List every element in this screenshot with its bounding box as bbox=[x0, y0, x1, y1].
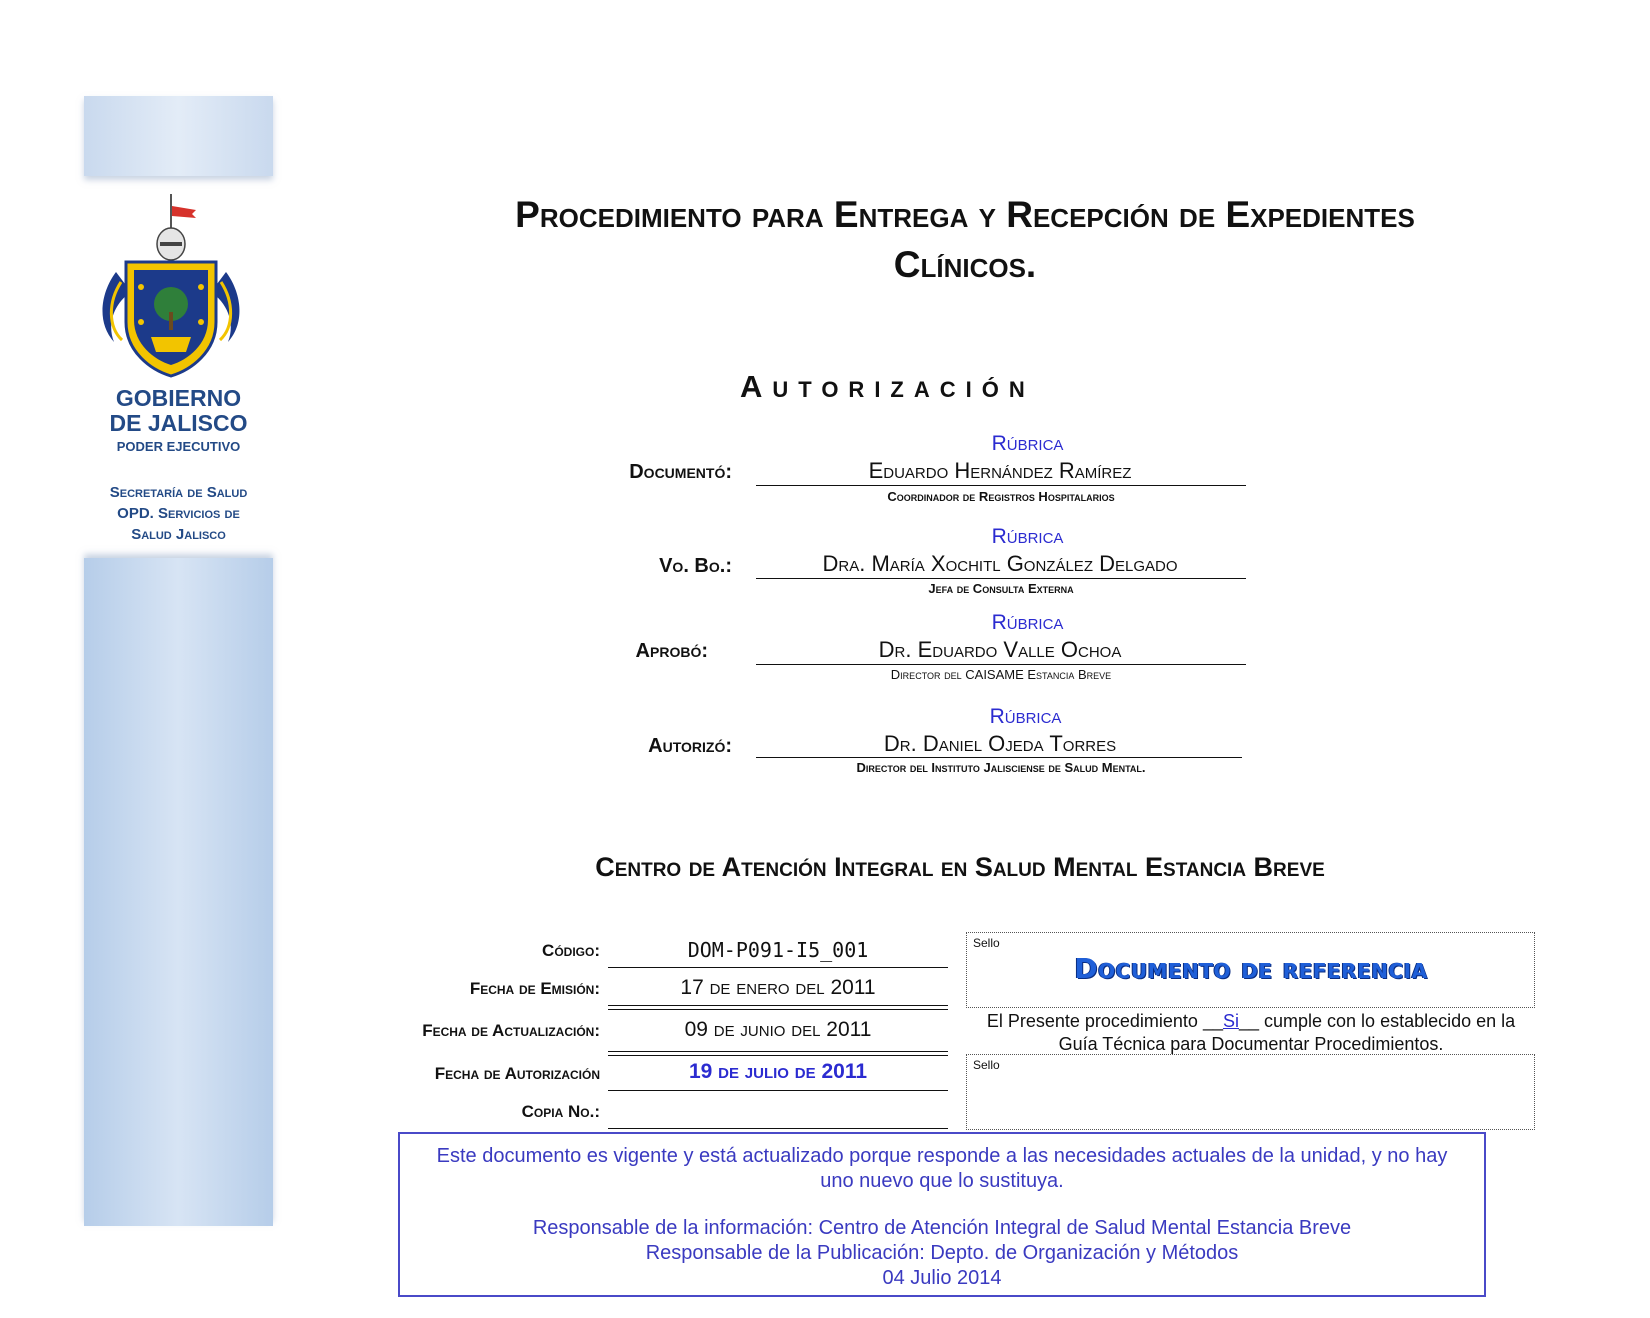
sig-name-vobo: Dra. María Xochitl González Delgado bbox=[822, 551, 1178, 576]
guide-text-pre: El Presente procedimiento __ bbox=[986, 1011, 1223, 1031]
guide-text-si: Si bbox=[1222, 1011, 1239, 1031]
emision-line bbox=[608, 1005, 948, 1006]
notice-line3: Responsable de la Publicación: Depto. de Organización y Métodos bbox=[645, 1242, 1239, 1264]
sig-line-autorizo bbox=[756, 757, 1242, 758]
codigo-label: Código: bbox=[542, 941, 600, 960]
sig-rubrica-vobo: Rúbrica bbox=[991, 525, 1064, 548]
government-name-line1: GOBIERNO bbox=[115, 385, 242, 411]
sig-rubrica-documento: Rúbrica bbox=[991, 432, 1064, 455]
document-title-line1: Procedimiento para Entrega y Recepción de Expedientes bbox=[515, 194, 1415, 235]
sidebar-bottom-panel bbox=[84, 558, 273, 1226]
secretariat-line1: Secretaría de Salud bbox=[109, 484, 248, 501]
sig-label-autorizo: Autorizó: bbox=[648, 735, 732, 757]
sig-name-aprobo: Dr. Eduardo Valle Ochoa bbox=[878, 637, 1122, 662]
stamp-label-2: Sello bbox=[973, 1058, 1000, 1072]
sig-label-vobo: Vo. Bo.: bbox=[659, 555, 732, 577]
autorizacion-label: Fecha de Autorización bbox=[434, 1064, 600, 1083]
emision-line-2 bbox=[608, 1009, 948, 1010]
government-name-line2: DE JALISCO bbox=[109, 410, 248, 436]
emision-label: Fecha de Emisión: bbox=[469, 979, 600, 998]
sig-label-documento: Documentó: bbox=[629, 461, 732, 483]
sig-role-aprobo: Director del CAISAME Estancia Breve bbox=[890, 667, 1112, 682]
actualizacion-line bbox=[608, 1051, 948, 1052]
secretariat-line3: Salud Jalisco bbox=[131, 526, 226, 543]
actualizacion-line-2 bbox=[608, 1055, 948, 1056]
actualizacion-value: 09 de junio del 2011 bbox=[684, 1018, 872, 1041]
copia-label: Copia No.: bbox=[521, 1102, 600, 1121]
sidebar-top-panel bbox=[84, 96, 273, 176]
center-name: Centro de Atención Integral en Salud Mental Estancia Breve bbox=[595, 852, 1325, 882]
sig-rubrica-aprobo: Rúbrica bbox=[991, 611, 1064, 634]
validity-notice bbox=[398, 1132, 1486, 1297]
document-title-line2: Clínicos. bbox=[893, 244, 1037, 285]
secretariat-text bbox=[84, 482, 273, 545]
guide-text-post: __ cumple con lo establecido en la Guía Técnica para Documentar Procedimientos. bbox=[1058, 1011, 1516, 1054]
sig-line-documento bbox=[756, 485, 1246, 486]
notice-line2: Responsable de la información: Centro de Atención Integral de Salud Mental Estancia Breve bbox=[532, 1217, 1352, 1239]
autorizacion-line bbox=[608, 1090, 948, 1091]
sig-name-autorizo: Dr. Daniel Ojeda Torres bbox=[883, 731, 1117, 756]
jalisco-crest-icon bbox=[96, 192, 246, 382]
document-title bbox=[380, 190, 1550, 290]
stamp-label-1: Sello bbox=[973, 936, 1000, 950]
sig-line-aprobo bbox=[756, 664, 1246, 665]
codigo-value: DOM-P091-I5_001 bbox=[687, 938, 869, 962]
notice-line1: Este documento es vigente y está actualizado porque responde a las necesidades actuales de la unidad, y no hay uno nuevo que lo sustituya. bbox=[436, 1145, 1448, 1192]
sig-role-documento: Coordinador de Registros Hospitalarios bbox=[887, 489, 1115, 504]
government-name bbox=[84, 386, 273, 436]
stamp-box-2 bbox=[966, 1054, 1535, 1130]
sig-role-autorizo: Director del Instituto Jalisciense de Salud Mental. bbox=[856, 760, 1146, 775]
actualizacion-label: Fecha de Actualización: bbox=[422, 1021, 600, 1040]
autorizacion-value: 19 de julio de 2011 bbox=[688, 1060, 868, 1083]
authorization-heading: Autorización bbox=[740, 369, 1035, 404]
notice-line4: 04 Julio 2014 bbox=[882, 1267, 1002, 1289]
guide-compliance-text bbox=[966, 1010, 1536, 1056]
copia-line bbox=[608, 1128, 948, 1129]
sig-role-vobo: Jefa de Consulta Externa bbox=[928, 581, 1074, 596]
sig-line-vobo bbox=[756, 578, 1246, 579]
emision-value: 17 de enero del 2011 bbox=[680, 976, 876, 999]
sig-label-aprobo: Aprobó: bbox=[635, 640, 708, 662]
government-subtitle: PODER EJECUTIVO bbox=[116, 439, 241, 454]
secretariat-line2: OPD. Servicios de bbox=[117, 505, 240, 522]
sig-name-documento: Eduardo Hernández Ramírez bbox=[868, 458, 1132, 483]
reference-document-stamp: Documento de referencia bbox=[1074, 952, 1428, 985]
sig-rubrica-autorizo: Rúbrica bbox=[989, 705, 1062, 728]
codigo-line bbox=[608, 967, 948, 968]
